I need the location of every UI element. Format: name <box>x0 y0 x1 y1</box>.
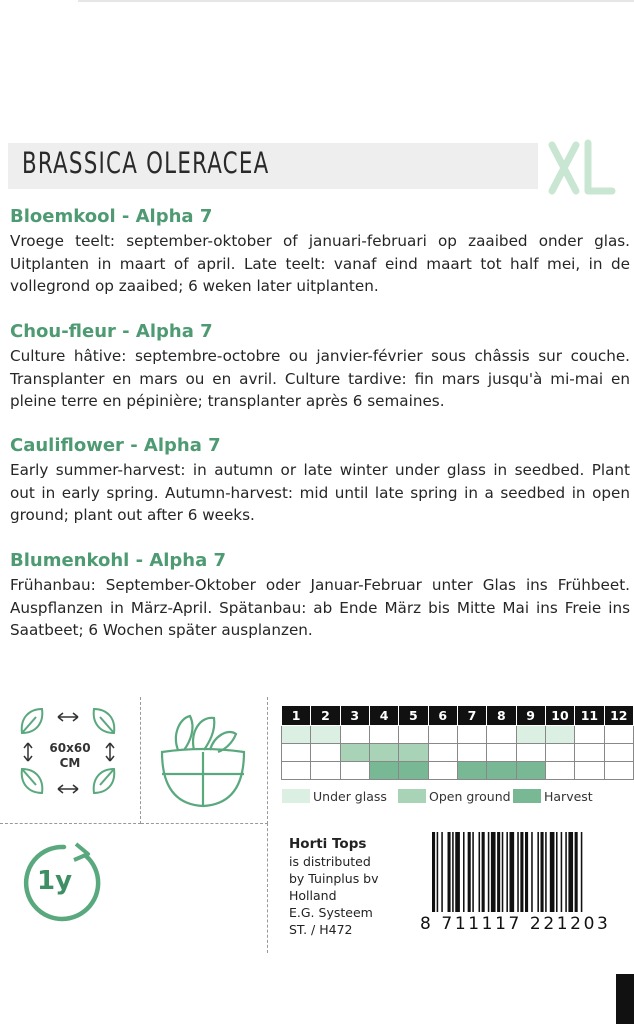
month-cell: 6 <box>428 706 457 726</box>
month-cell: 8 <box>487 706 516 726</box>
sowing-calendar <box>281 705 634 780</box>
legend-label: Open ground <box>429 789 511 804</box>
month-cell: 12 <box>604 706 633 726</box>
section-english <box>10 435 630 527</box>
barcode-bar <box>510 832 515 912</box>
calendar-cell-empty <box>604 726 633 744</box>
barcode-bar <box>537 832 539 912</box>
month-cell: 4 <box>369 706 398 726</box>
barcode-bar <box>463 832 465 912</box>
barcode-bar <box>491 832 496 912</box>
barcode-bar <box>575 832 578 912</box>
calendar-cell-empty <box>282 744 311 762</box>
calendar-cell-empty <box>545 762 574 780</box>
barcode-bar <box>482 832 485 912</box>
calendar-cell-empty <box>428 762 457 780</box>
barcode-bar <box>541 832 544 912</box>
section-body: Vroege teelt: september-oktober of januari-februari op zaaibed onder glas. Uitplanten in maart of april. Late teelt: vanaf eind maart tot half mei, in de vollegrond op zaaibed; 6 weken later uitplanten. <box>10 232 630 295</box>
barcode-bar <box>568 832 573 912</box>
pot-plant-icon <box>158 706 248 812</box>
legend-swatch <box>513 789 541 803</box>
calendar-cell-empty <box>604 762 633 780</box>
calendar-cell-empty <box>457 726 486 744</box>
distributor-line: Holland <box>289 888 337 903</box>
calendar-body <box>282 726 634 780</box>
calendar-cell-hv <box>516 762 545 780</box>
month-cell: 9 <box>516 706 545 726</box>
calendar-cell-empty <box>428 726 457 744</box>
section-title: Bloemkool - Alpha 7 <box>10 206 213 227</box>
month-cell: 2 <box>311 706 340 726</box>
calendar-cell-empty <box>311 762 340 780</box>
spacing-unit: CM <box>59 756 81 770</box>
barcode-bar <box>472 832 474 912</box>
barcode-bar <box>550 832 555 912</box>
species-name: BRASSICA OLERACEA <box>22 146 270 180</box>
distributor-line: ST. / H472 <box>289 922 353 937</box>
barcode-bar <box>432 832 435 912</box>
barcode-bar <box>497 832 500 912</box>
calendar-cell-empty <box>575 744 604 762</box>
barcode-bar <box>565 832 567 912</box>
section-title: Chou-fleur - Alpha 7 <box>10 321 213 342</box>
month-cell: 11 <box>575 706 604 726</box>
barcode-bar <box>437 832 439 912</box>
month-cell: 7 <box>457 706 486 726</box>
month-cell: 1 <box>282 706 311 726</box>
calendar-cell-empty <box>575 762 604 780</box>
calendar-cell-hv <box>369 762 398 780</box>
calendar-cell-empty <box>457 744 486 762</box>
barcode-bar <box>479 832 481 912</box>
barcode-bar <box>581 832 583 912</box>
calendar-cell-empty <box>487 744 516 762</box>
barcode-bar <box>448 832 451 912</box>
distributor-line: E.G. Systeem <box>289 905 373 920</box>
barcode-bar <box>556 832 558 912</box>
legend-item <box>513 789 593 804</box>
top-divider <box>78 0 634 2</box>
spacing-value: 60x60 <box>49 741 91 755</box>
calendar-cell-empty <box>487 726 516 744</box>
barcode-bar <box>441 832 443 912</box>
calendar-cell-empty <box>369 726 398 744</box>
barcode-bar <box>506 832 508 912</box>
barcode-bar <box>502 832 504 912</box>
calendar-cell-og <box>340 744 369 762</box>
section-dutch <box>10 206 630 298</box>
barcode-bar <box>525 832 528 912</box>
xl-badge-icon <box>546 139 616 197</box>
calendar-cell-empty <box>575 726 604 744</box>
calendar-cell-empty <box>399 726 428 744</box>
calendar-cell-og <box>399 744 428 762</box>
calendar-cell-empty <box>340 726 369 744</box>
legend-swatch <box>282 789 310 803</box>
calendar-cell-ug <box>545 726 574 744</box>
month-cell: 5 <box>399 706 428 726</box>
distributor-info <box>289 836 379 938</box>
calendar-cell-empty <box>545 744 574 762</box>
lifespan-label: 1y <box>37 866 73 896</box>
barcode-bar <box>468 832 471 912</box>
barcode-bar <box>455 832 460 912</box>
legend-label: Harvest <box>544 789 593 804</box>
barcode-bar <box>452 832 454 912</box>
calendar-cell-empty <box>516 744 545 762</box>
calendar-cell-empty <box>311 744 340 762</box>
section-body: Frühanbau: September-Oktober oder Januar-Februar unter Glas ins Frühbeet. Auspflanzen in März-April. Spätanbau: ab Ende März bis Mitte Mai ins Freie ins Saatbeet; 6 Wochen später ausplanzen. <box>10 576 630 639</box>
barcode-bar <box>531 832 533 912</box>
calendar-cell-ug <box>516 726 545 744</box>
section-body: Culture hâtive: septembre-octobre ou janvier-février sous châssis sur couche. Transplanter en mars ou en avril. Culture tardive: fin mars jusqu'à mi-mai en pleine terre en pépinière; transplanter après 6 semaines. <box>10 347 630 410</box>
legend-swatch <box>398 789 426 803</box>
legend-label: Under glass <box>313 789 387 804</box>
calendar-cell-empty <box>282 762 311 780</box>
barcode-bar <box>488 832 490 912</box>
calendar-cell-hv <box>487 762 516 780</box>
calendar-cell-og <box>369 744 398 762</box>
section-title: Cauliflower - Alpha 7 <box>10 435 221 456</box>
barcode-bar <box>520 832 523 912</box>
legend-item <box>398 789 511 804</box>
distributor-line: by Tuinplus bv <box>289 871 379 886</box>
calendar-cell-hv <box>399 762 428 780</box>
section-title: Blumenkohl - Alpha 7 <box>10 550 227 571</box>
registration-mark <box>616 974 634 1024</box>
barcode-bar <box>561 832 563 912</box>
distributor-line: is distributed <box>289 854 371 869</box>
calendar-cell-empty <box>340 762 369 780</box>
calendar-cell-empty <box>604 744 633 762</box>
brand-name: Horti Tops <box>289 836 367 852</box>
barcode-bar <box>517 832 519 912</box>
section-german <box>10 550 630 642</box>
calendar-row <box>282 726 634 744</box>
barcode-digits: 8 711117 221203 <box>420 914 611 934</box>
section-body: Early summer-harvest: in autumn or late winter under glass in seedbed. Plant out in early spring. Autumn-harvest: mid until late spring in a seedbed in open ground; plant out after 6 weeks. <box>10 461 630 524</box>
calendar-row <box>282 744 634 762</box>
legend-item <box>282 789 387 804</box>
month-cell: 10 <box>545 706 574 726</box>
calendar-header-row <box>282 706 634 726</box>
calendar-row <box>282 762 634 780</box>
barcode-bar <box>545 832 547 912</box>
calendar-cell-empty <box>428 744 457 762</box>
month-cell: 3 <box>340 706 369 726</box>
spacing-label <box>42 741 98 771</box>
calendar-cell-ug <box>282 726 311 744</box>
calendar-cell-hv <box>457 762 486 780</box>
barcode <box>420 832 630 916</box>
calendar-cell-ug <box>311 726 340 744</box>
section-french <box>10 321 630 413</box>
